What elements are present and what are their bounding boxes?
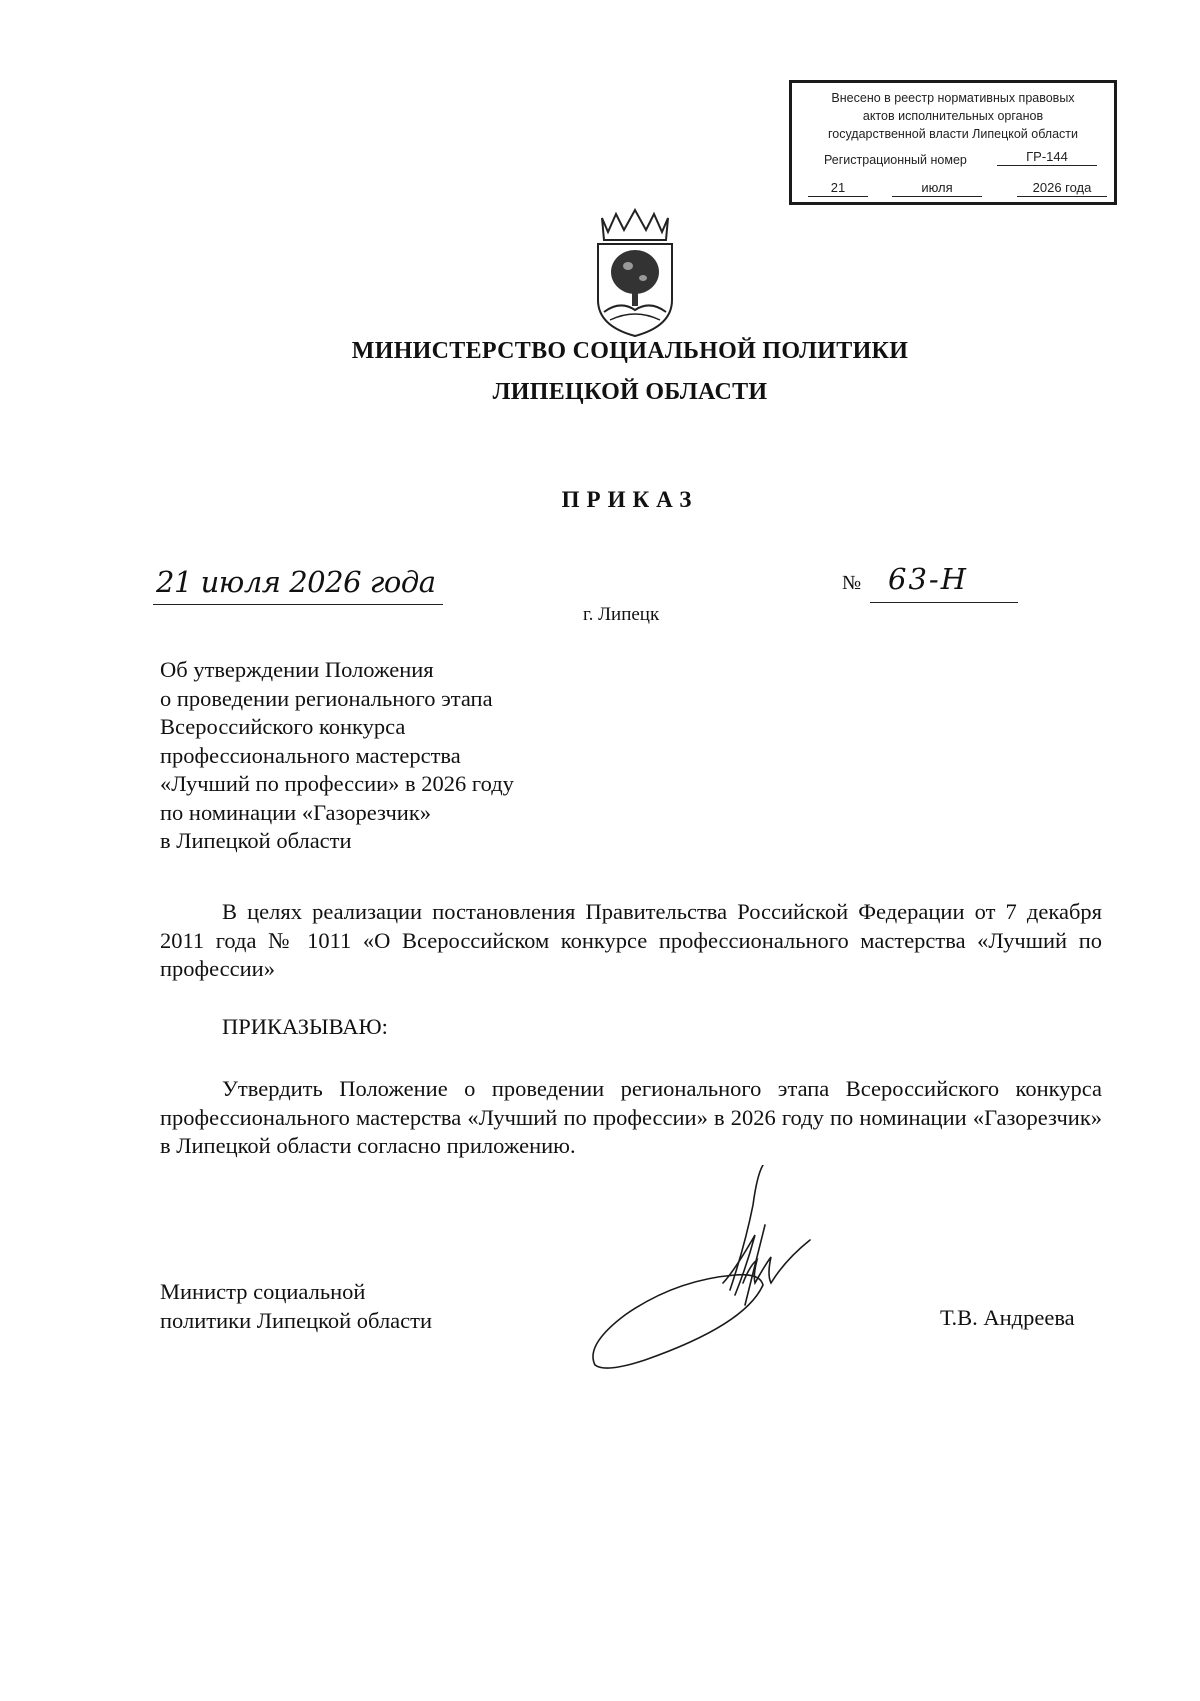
number-underline — [870, 602, 1018, 603]
stamp-year: 2026 года — [1017, 180, 1107, 197]
stamp-reg-label: Регистрационный номер — [824, 153, 967, 167]
handwritten-date: 21 июля 2026 года — [156, 565, 436, 599]
subject-line: Всероссийского конкурса — [160, 714, 406, 739]
ministry-name-line-1: МИНИСТЕРСТВО СОЦИАЛЬНОЙ ПОЛИТИКИ — [351, 338, 909, 364]
registry-stamp — [789, 80, 1117, 205]
handwritten-number: 63-Н — [888, 562, 968, 596]
subject-line: профессионального мастерства — [160, 742, 461, 768]
stamp-line-3: государственной власти Липецкой области — [827, 127, 1079, 141]
preamble-paragraph: В целях реализации постановления Правительства Российской Федерации от 7 декабря 2011 года № 1011 «О Всероссийском конкурсе профессионального мастерства «Лучший по профессии» — [160, 899, 1102, 981]
signatory-name: Т.В. Андреева — [940, 1305, 1075, 1330]
stamp-line-2: актов исполнительных органов — [862, 109, 1044, 123]
handwritten-signature-icon — [585, 1165, 845, 1375]
signatory-title-line-1: Министр социальной — [160, 1279, 366, 1304]
coat-of-arms-icon — [590, 208, 680, 338]
order-paragraph: Утвердить Положение о проведении регионального этапа Всероссийского конкурса профессионального мастерства «Лучший по профессии» в 2026 году по номинации «Газорезчик» в Липецкой области согласно приложению. — [160, 1076, 1102, 1158]
subject-line: о проведении регионального этапа — [160, 685, 493, 711]
stamp-line-1: Внесено в реестр нормативных правовых — [831, 91, 1075, 105]
order-word: ПРИКАЗЫВАЮ: — [222, 1014, 388, 1039]
signatory-title — [160, 1278, 432, 1335]
subject-line: по номинации «Газорезчик» — [160, 799, 432, 825]
ministry-name-line-2: ЛИПЕЦКОЙ ОБЛАСТИ — [492, 379, 768, 405]
stamp-reg-number: ГР-144 — [997, 149, 1097, 166]
order-subject — [160, 656, 514, 856]
subject-line: в Липецкой области — [160, 828, 352, 853]
document-type-title: ПРИКАЗ — [561, 487, 699, 512]
number-sign: № — [842, 572, 862, 594]
date-underline — [153, 604, 443, 605]
city-label: г. Липецк — [583, 604, 660, 625]
subject-line: «Лучший по профессии» в 2026 году — [160, 771, 514, 796]
signatory-title-line-2: политики Липецкой области — [160, 1307, 433, 1333]
subject-line: Об утверждении Положения — [160, 657, 434, 682]
stamp-day: 21 — [808, 180, 868, 197]
stamp-month: июля — [892, 180, 982, 197]
